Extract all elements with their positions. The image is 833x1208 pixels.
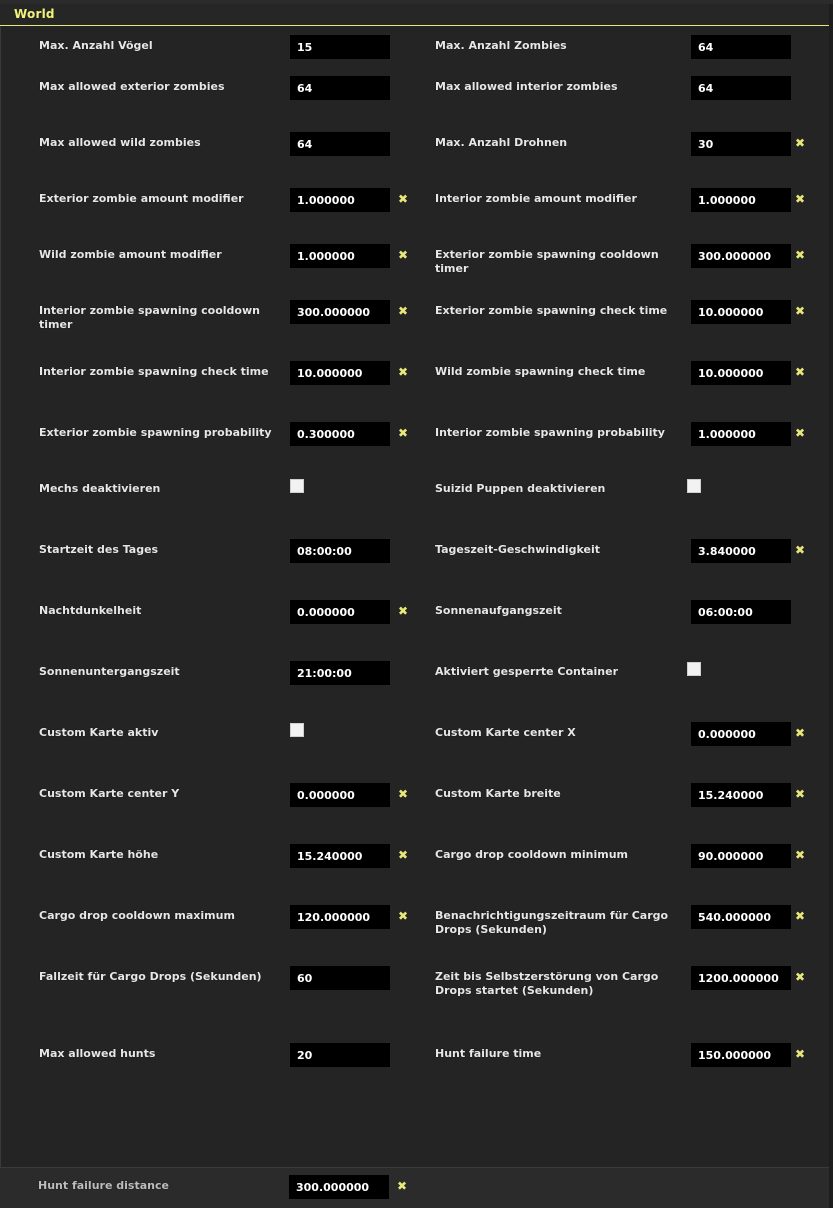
- setting-label: Custom Karte center Y: [39, 787, 180, 800]
- setting-label: Custom Karte center X: [435, 726, 576, 739]
- settings-grid: [1, 27, 833, 1112]
- setting-input[interactable]: [691, 422, 791, 446]
- setting-input[interactable]: [691, 361, 791, 385]
- clear-icon[interactable]: ✖: [397, 426, 409, 440]
- settings-panel: [0, 27, 833, 1167]
- clear-icon[interactable]: ✖: [794, 970, 806, 984]
- setting-input[interactable]: [290, 905, 390, 929]
- setting-checkbox[interactable]: [687, 662, 701, 676]
- setting-row: [1, 27, 833, 68]
- setting-label: Fallzeit für Cargo Drops (Sekunden): [39, 970, 262, 983]
- setting-input[interactable]: [290, 76, 390, 100]
- clear-icon[interactable]: ✖: [397, 365, 409, 379]
- setting-input[interactable]: [290, 539, 390, 563]
- setting-label: Custom Karte breite: [435, 787, 561, 800]
- setting-input[interactable]: [290, 1043, 390, 1067]
- setting-input[interactable]: [691, 35, 791, 59]
- clear-icon[interactable]: ✖: [794, 248, 806, 262]
- setting-label: Max allowed hunts: [39, 1047, 156, 1060]
- setting-row: [1, 124, 833, 180]
- setting-label: Zeit bis Selbstzerstörung von Cargo Drops startet (Sekunden): [435, 970, 659, 997]
- setting-label: Interior zombie spawning probability: [435, 426, 665, 439]
- setting-row: [1, 68, 833, 124]
- setting-input[interactable]: [290, 35, 390, 59]
- clear-icon[interactable]: ✖: [794, 365, 806, 379]
- setting-input[interactable]: [290, 132, 390, 156]
- clear-icon[interactable]: ✖: [397, 248, 409, 262]
- setting-checkbox[interactable]: [687, 479, 701, 493]
- setting-row: [1, 653, 833, 714]
- clear-icon[interactable]: ✖: [397, 848, 409, 862]
- setting-row: [1, 592, 833, 653]
- setting-input[interactable]: [290, 661, 390, 685]
- setting-row: [1, 236, 833, 292]
- setting-label: Hunt failure time: [435, 1047, 542, 1060]
- setting-label: Mechs deaktivieren: [39, 482, 161, 495]
- setting-input[interactable]: [290, 300, 390, 324]
- setting-label: Exterior zombie spawning check time: [435, 304, 668, 317]
- setting-label: Exterior zombie spawning probability: [39, 426, 272, 439]
- clear-icon[interactable]: ✖: [397, 192, 409, 206]
- setting-row: [1, 958, 833, 1035]
- setting-label: Interior zombie amount modifier: [435, 192, 637, 205]
- clear-icon[interactable]: ✖: [397, 604, 409, 618]
- setting-label: Nachtdunkelheit: [39, 604, 142, 617]
- setting-input[interactable]: [691, 132, 791, 156]
- clear-icon[interactable]: ✖: [794, 543, 806, 557]
- setting-label: Max allowed interior zombies: [435, 80, 618, 93]
- setting-input[interactable]: [290, 244, 390, 268]
- setting-label: Tageszeit-Geschwindigkeit: [435, 543, 601, 556]
- setting-label: Wild zombie spawning check time: [435, 365, 646, 378]
- setting-input[interactable]: [290, 361, 390, 385]
- clear-icon[interactable]: ✖: [794, 192, 806, 206]
- setting-label: Exterior zombie amount modifier: [39, 192, 244, 205]
- setting-input[interactable]: [290, 422, 390, 446]
- setting-checkbox[interactable]: [290, 723, 304, 737]
- clear-icon[interactable]: ✖: [397, 304, 409, 318]
- setting-label: Max. Anzahl Drohnen: [435, 136, 568, 149]
- setting-row: [1, 714, 833, 775]
- setting-input[interactable]: [290, 600, 390, 624]
- setting-input[interactable]: [290, 966, 390, 990]
- clear-icon[interactable]: ✖: [397, 909, 409, 923]
- setting-label: Aktiviert gesperrte Container: [435, 665, 619, 678]
- setting-input[interactable]: [691, 722, 791, 746]
- setting-input[interactable]: [691, 783, 791, 807]
- setting-label: Wild zombie amount modifier: [39, 248, 222, 261]
- setting-label: Max. Anzahl Zombies: [435, 39, 567, 52]
- clear-icon[interactable]: ✖: [794, 909, 806, 923]
- setting-input[interactable]: [691, 966, 791, 990]
- setting-input[interactable]: [691, 300, 791, 324]
- setting-row: [1, 775, 833, 836]
- setting-label: Cargo drop cooldown maximum: [39, 909, 235, 922]
- setting-label: Exterior zombie spawning cooldown timer: [435, 248, 659, 275]
- setting-label: Sonnenuntergangszeit: [39, 665, 180, 678]
- clear-icon[interactable]: ✖: [794, 1047, 806, 1061]
- clear-icon[interactable]: ✖: [794, 426, 806, 440]
- setting-input[interactable]: [691, 539, 791, 563]
- footer-strip: [0, 1167, 833, 1208]
- setting-row: [1, 836, 833, 897]
- setting-label: Interior zombie spawning cooldown timer: [39, 304, 260, 331]
- clear-icon[interactable]: ✖: [794, 787, 806, 801]
- setting-input[interactable]: [691, 905, 791, 929]
- setting-label: Max allowed exterior zombies: [39, 80, 225, 93]
- setting-label: Custom Karte höhe: [39, 848, 159, 861]
- setting-row: [1, 1035, 833, 1112]
- setting-row: [1, 180, 833, 236]
- setting-row: [1, 897, 833, 958]
- setting-input[interactable]: [691, 244, 791, 268]
- clear-icon[interactable]: ✖: [794, 726, 806, 740]
- clear-icon[interactable]: ✖: [397, 787, 409, 801]
- setting-label: Max allowed wild zombies: [39, 136, 201, 149]
- setting-input[interactable]: [691, 188, 791, 212]
- setting-label: Hunt failure distance: [38, 1179, 169, 1192]
- page-title: World: [14, 7, 55, 21]
- setting-label: Custom Karte aktiv: [39, 726, 159, 739]
- clear-icon[interactable]: ✖: [794, 304, 806, 318]
- setting-row: [1, 414, 833, 470]
- setting-input[interactable]: [691, 600, 791, 624]
- clear-icon[interactable]: ✖: [794, 136, 806, 150]
- setting-row: [1, 531, 833, 592]
- setting-label: Suizid Puppen deaktivieren: [435, 482, 606, 495]
- setting-input[interactable]: [691, 1043, 791, 1067]
- clear-icon[interactable]: ✖: [396, 1179, 408, 1193]
- setting-row: [1, 292, 833, 353]
- setting-label: Sonnenaufgangszeit: [435, 604, 562, 617]
- setting-label: Interior zombie spawning check time: [39, 365, 269, 378]
- setting-row: [1, 353, 833, 414]
- section-header: [0, 4, 833, 26]
- setting-label: Benachrichtigungszeitraum für Cargo Drops (Sekunden): [435, 909, 669, 936]
- setting-input[interactable]: [290, 844, 390, 868]
- setting-label: Startzeit des Tages: [39, 543, 159, 556]
- setting-input[interactable]: [290, 188, 390, 212]
- setting-label: Max. Anzahl Vögel: [39, 39, 153, 52]
- setting-input[interactable]: [691, 76, 791, 100]
- setting-input[interactable]: [289, 1175, 389, 1199]
- setting-input[interactable]: [691, 844, 791, 868]
- setting-input[interactable]: [290, 783, 390, 807]
- footer-setting-row: [0, 1168, 833, 1208]
- setting-checkbox[interactable]: [290, 479, 304, 493]
- setting-row: [1, 470, 833, 531]
- setting-label: Cargo drop cooldown minimum: [435, 848, 628, 861]
- clear-icon[interactable]: ✖: [794, 848, 806, 862]
- scrollbar-track[interactable]: [829, 4, 833, 1208]
